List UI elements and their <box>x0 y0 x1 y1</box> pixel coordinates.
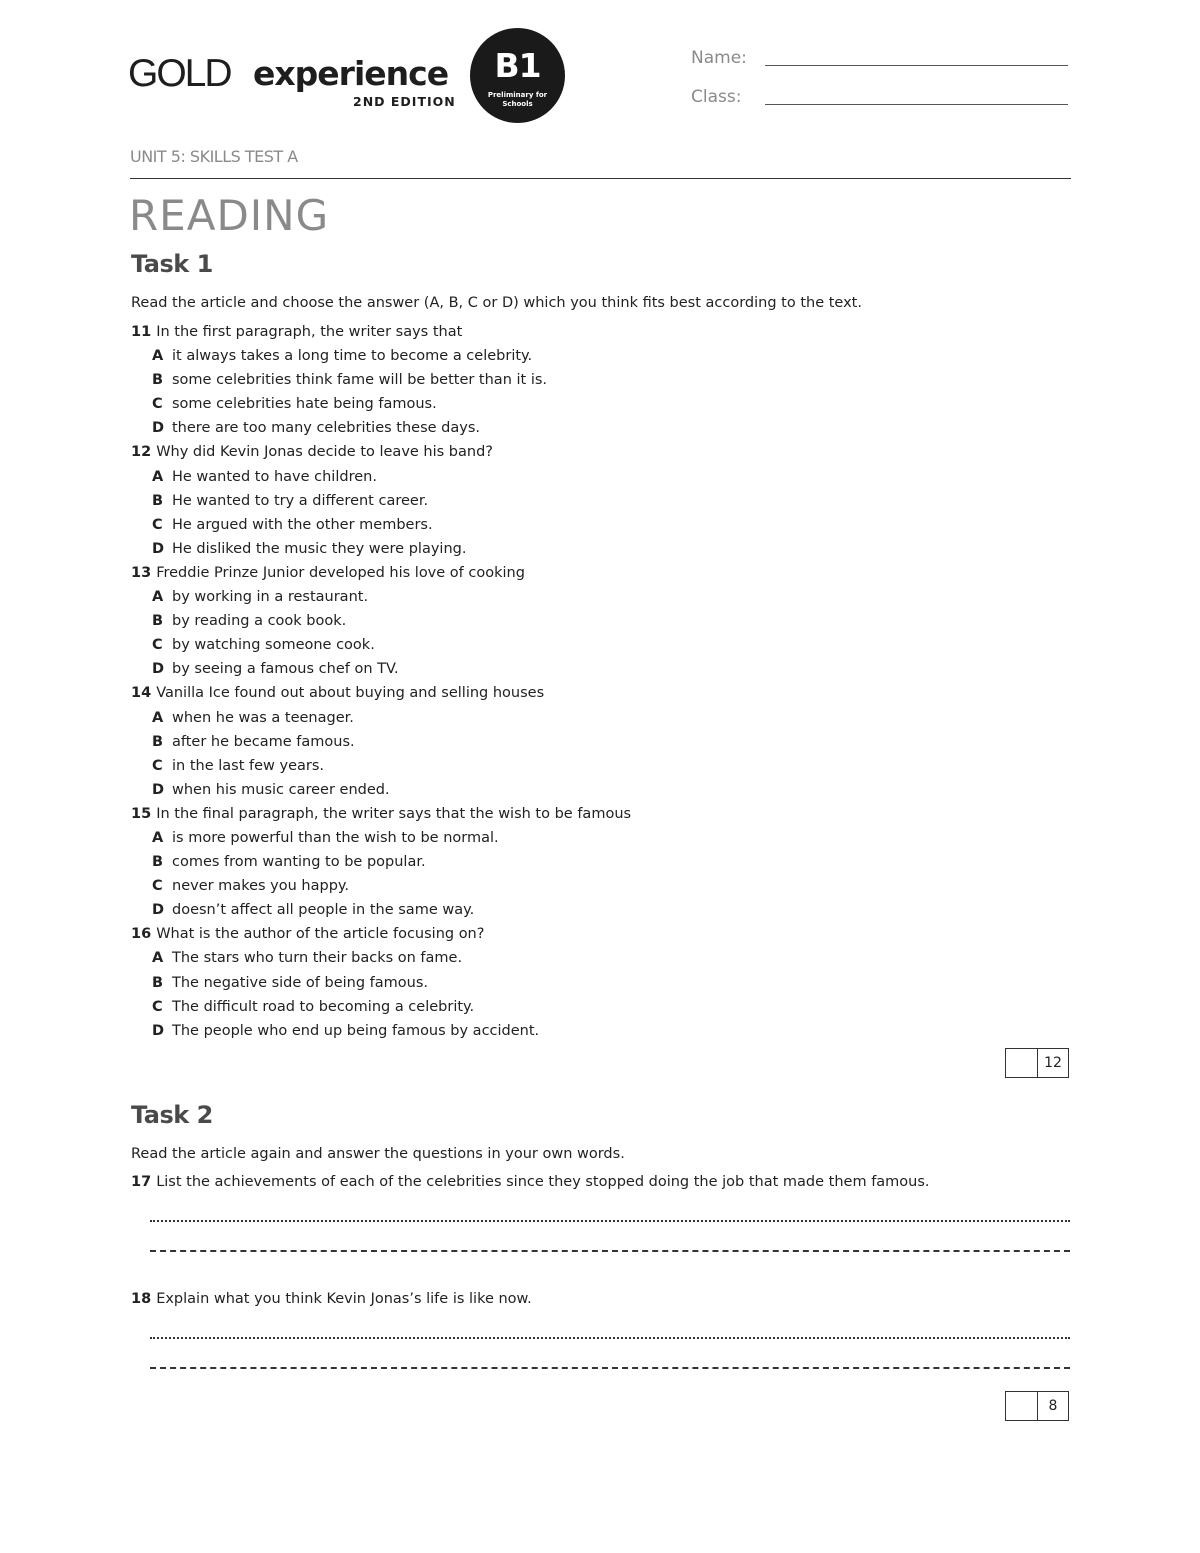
task2-score-input[interactable] <box>1006 1392 1038 1420</box>
answer-option[interactable] <box>131 730 1071 754</box>
option-letter: D <box>152 902 165 919</box>
task1-score-input[interactable] <box>1006 1049 1038 1077</box>
task2-score-box <box>1005 1391 1069 1421</box>
question-18 <box>131 1291 532 1307</box>
option-letter: C <box>152 998 163 1015</box>
option-text: there are too many celebrities these days. <box>172 420 481 437</box>
name-field[interactable] <box>765 65 1068 66</box>
question-text: Why did Kevin Jonas decide to leave his band? <box>156 444 493 461</box>
answer-option[interactable] <box>131 392 1071 416</box>
answer-option[interactable] <box>131 971 1071 995</box>
option-text: by watching someone cook. <box>172 637 375 654</box>
question-17-number: 17 <box>131 1174 152 1190</box>
option-text: when he was a teenager. <box>172 709 354 726</box>
question-text: In the final paragraph, the writer says that the wish to be famous <box>156 805 632 822</box>
name-label: Name: <box>691 48 747 68</box>
task1-score-box <box>1005 1048 1069 1078</box>
header-divider <box>130 178 1071 179</box>
section-title: READING <box>129 191 330 240</box>
option-letter: A <box>152 589 164 606</box>
class-field[interactable] <box>765 104 1068 105</box>
question-13 <box>131 561 1071 585</box>
answer-option[interactable] <box>131 995 1071 1019</box>
answer-option[interactable] <box>131 513 1071 537</box>
answer-option[interactable] <box>131 465 1071 489</box>
option-letter: A <box>152 348 164 365</box>
question-text: Vanilla Ice found out about buying and selling houses <box>156 685 545 702</box>
option-text: by reading a cook book. <box>172 613 347 630</box>
option-letter: C <box>152 396 163 413</box>
answer-option[interactable] <box>131 1019 1071 1043</box>
badge-level: B1 <box>494 46 541 85</box>
question-18-number: 18 <box>131 1291 152 1307</box>
answer-option[interactable] <box>131 633 1071 657</box>
answer-18-line-1[interactable] <box>150 1337 1070 1339</box>
answer-option[interactable] <box>131 778 1071 802</box>
option-letter: D <box>152 781 165 798</box>
option-letter: C <box>152 637 163 654</box>
option-letter: D <box>152 1022 165 1039</box>
option-text: some celebrities think fame will be better than it is. <box>172 372 548 389</box>
question-17 <box>131 1174 930 1190</box>
task2-instruction: Read the article again and answer the questions in your own words. <box>131 1146 625 1162</box>
question-number: 14 <box>131 685 152 702</box>
answer-option[interactable] <box>131 344 1071 368</box>
question-14 <box>131 681 1071 705</box>
option-letter: B <box>152 974 164 991</box>
option-letter: A <box>152 829 164 846</box>
option-letter: B <box>152 854 164 871</box>
question-16 <box>131 922 1071 946</box>
option-text: by working in a restaurant. <box>172 589 369 606</box>
option-text: some celebrities hate being famous. <box>172 396 437 413</box>
question-number: 16 <box>131 926 152 943</box>
option-text: after he became famous. <box>172 733 355 750</box>
option-letter: A <box>152 468 164 485</box>
option-text: He wanted to try a different career. <box>172 492 429 509</box>
option-letter: C <box>152 516 163 533</box>
question-number: 15 <box>131 805 152 822</box>
answer-option[interactable] <box>131 754 1071 778</box>
option-letter: D <box>152 420 165 437</box>
answer-option[interactable] <box>131 537 1071 561</box>
answer-option[interactable] <box>131 416 1071 440</box>
option-letter: D <box>152 661 165 678</box>
task1-instruction: Read the article and choose the answer (A, B, C or D) which you think fits best according to the text. <box>131 295 862 311</box>
option-text: it always takes a long time to become a celebrity. <box>172 348 533 365</box>
option-letter: B <box>152 733 164 750</box>
question-text: Freddie Prinze Junior developed his love of cooking <box>156 564 525 581</box>
logo-edition-text: 2ND EDITION <box>353 94 456 109</box>
answer-option[interactable] <box>131 898 1071 922</box>
option-text: is more powerful than the wish to be normal. <box>172 829 499 846</box>
logo-gold-text: GOLD <box>128 52 231 95</box>
option-letter: D <box>152 540 165 557</box>
task2-score-max: 8 <box>1048 1398 1058 1414</box>
option-text: The difficult road to becoming a celebrity. <box>172 998 475 1015</box>
question-text: In the first paragraph, the writer says that <box>156 324 463 340</box>
option-text: never makes you happy. <box>172 878 350 895</box>
option-letter: A <box>152 950 164 967</box>
question-12 <box>131 440 1071 464</box>
option-text: He argued with the other members. <box>172 516 433 533</box>
option-text: The people who end up being famous by accident. <box>172 1022 540 1039</box>
option-text: comes from wanting to be popular. <box>172 854 426 871</box>
option-text: He wanted to have children. <box>172 468 377 485</box>
option-letter: C <box>152 757 163 774</box>
badge-subtitle: Preliminary for Schools <box>487 91 548 108</box>
answer-option[interactable] <box>131 657 1071 681</box>
question-number: 12 <box>131 444 152 461</box>
question-18-text: Explain what you think Kevin Jonas’s life is like now. <box>156 1291 532 1307</box>
answer-18-line-2[interactable] <box>150 1367 1070 1369</box>
option-text: in the last few years. <box>172 757 325 774</box>
answer-option[interactable] <box>131 946 1071 970</box>
task1-score-max: 12 <box>1044 1055 1062 1071</box>
option-text: He disliked the music they were playing. <box>172 540 467 557</box>
option-text: when his music career ended. <box>172 781 390 798</box>
option-text: The stars who turn their backs on fame. <box>172 950 463 967</box>
answer-option[interactable] <box>131 489 1071 513</box>
question-text: What is the author of the article focusing on? <box>156 926 485 943</box>
answer-option[interactable] <box>131 609 1071 633</box>
answer-option[interactable] <box>131 826 1071 850</box>
option-letter: B <box>152 492 164 509</box>
question-11 <box>131 320 1071 344</box>
option-letter: B <box>152 613 164 630</box>
answer-option[interactable] <box>131 368 1071 392</box>
answer-option[interactable] <box>131 850 1071 874</box>
question-number: 11 <box>131 324 152 340</box>
answer-option[interactable] <box>131 585 1071 609</box>
task1-questions <box>131 320 1071 1043</box>
option-letter: B <box>152 372 164 389</box>
option-text: doesn’t affect all people in the same way. <box>172 902 475 919</box>
question-17-text: List the achievements of each of the celebrities since they stopped doing the job that made them famous. <box>156 1174 930 1190</box>
answer-option[interactable] <box>131 874 1071 898</box>
answer-17-line-2[interactable] <box>150 1250 1070 1252</box>
task1-title: Task 1 <box>131 250 213 278</box>
level-badge <box>470 28 565 123</box>
logo-experience-text: experience <box>253 54 449 93</box>
option-letter: A <box>152 709 164 726</box>
option-text: The negative side of being famous. <box>172 974 429 991</box>
answer-option[interactable] <box>131 706 1071 730</box>
unit-title: UNIT 5: SKILLS TEST A <box>130 147 298 166</box>
task2-title: Task 2 <box>131 1101 213 1129</box>
answer-17-line-1[interactable] <box>150 1220 1070 1222</box>
option-text: by seeing a famous chef on TV. <box>172 661 399 678</box>
question-number: 13 <box>131 564 152 581</box>
class-label: Class: <box>691 87 742 107</box>
option-letter: C <box>152 878 163 895</box>
question-15 <box>131 802 1071 826</box>
